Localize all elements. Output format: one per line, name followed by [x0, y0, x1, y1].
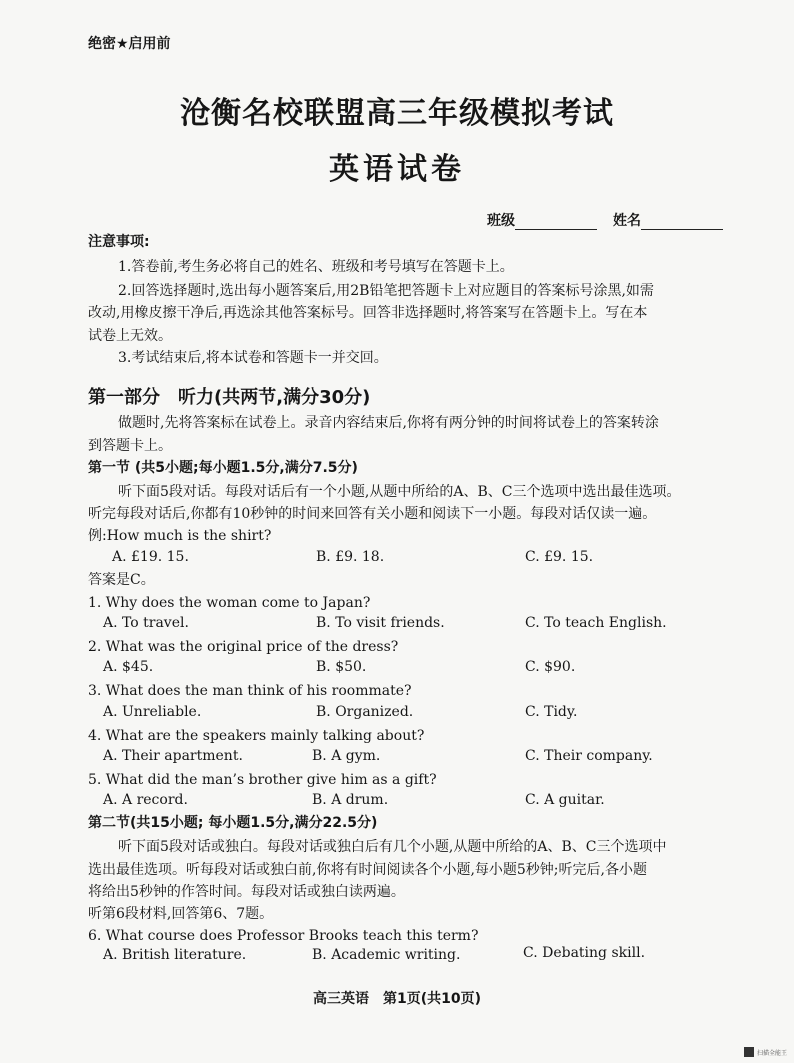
example-option-c: C. £9. 15.	[525, 549, 594, 565]
section2-title: 第二节(共15小题; 每小题1.5分,满分22.5分)	[88, 815, 378, 831]
option-c[interactable]: C. Their company.	[525, 748, 653, 764]
qr-code-icon	[744, 1047, 754, 1057]
name-blank[interactable]	[641, 215, 723, 230]
question-4: 4. What are the speakers mainly talking about?	[88, 728, 425, 744]
option-b[interactable]: B. Academic writing.	[312, 947, 461, 963]
option-a[interactable]: A. Unreliable.	[103, 704, 202, 720]
notice-heading: 注意事项:	[88, 234, 150, 250]
option-b[interactable]: B. Organized.	[316, 704, 414, 720]
scanner-watermark: 扫描全能王	[757, 1050, 788, 1057]
question-1: 1. Why does the woman come to Japan?	[88, 595, 371, 611]
option-a[interactable]: A. $45.	[103, 659, 154, 675]
part1-title: 第一部分 听力(共两节,满分30分)	[88, 387, 371, 408]
option-c[interactable]: C. To teach English.	[525, 615, 667, 631]
section1-title: 第一节 (共5小题;每小题1.5分,满分7.5分)	[88, 460, 358, 476]
part1-intro: 到答题卡上。	[88, 438, 172, 454]
notice-line: 1.答卷前,考生务必将自己的姓名、班级和考号填写在答题卡上。	[118, 259, 514, 275]
notice-line: 试卷上无效。	[88, 328, 172, 344]
part1-intro: 做题时,先将答案标在试卷上。录音内容结束后,你将有两分钟的时间将试卷上的答案转涂	[118, 415, 659, 431]
class-blank[interactable]	[515, 215, 597, 230]
option-a[interactable]: A. Their apartment.	[103, 748, 243, 764]
section2-intro: 将给出5秒钟的作答时间。每段对话或独白读两遍。	[88, 884, 405, 900]
exam-title: 沧衡名校联盟高三年级模拟考试	[180, 96, 614, 131]
example-option-b: B. £9. 18.	[316, 549, 385, 565]
example-option-a: A. £19. 15.	[112, 549, 189, 565]
question-3: 3. What does the man think of his roommate?	[88, 683, 412, 699]
section2-intro: 听下面5段对话或独白。每段对话或独白后有几个小题,从题中所给的A、B、C三个选项中	[118, 839, 667, 855]
option-b[interactable]: B. To visit friends.	[316, 615, 445, 631]
option-c[interactable]: C. A guitar.	[525, 792, 605, 808]
exam-subtitle: 英语试卷	[329, 152, 465, 187]
student-info-fields	[487, 210, 723, 230]
option-c[interactable]: C. $90.	[525, 659, 576, 675]
option-c[interactable]: C. Tidy.	[525, 704, 578, 720]
confidential-mark: 绝密★启用前	[88, 36, 171, 52]
option-b[interactable]: B. A drum.	[312, 792, 389, 808]
example-question: 例:How much is the shirt?	[88, 528, 272, 544]
option-b[interactable]: B. $50.	[316, 659, 367, 675]
notice-line: 改动,用橡皮擦干净后,再选涂其他答案标号。回答非选择题时,将答案写在答题卡上。写在本	[88, 305, 648, 321]
question-6: 6. What course does Professor Brooks teach this term?	[88, 928, 479, 944]
section1-intro: 听下面5段对话。每段对话后有一个小题,从题中所给的A、B、C三个选项中选出最佳选项。	[118, 484, 681, 500]
question-2: 2. What was the original price of the dress?	[88, 639, 399, 655]
option-b[interactable]: B. A gym.	[312, 748, 381, 764]
option-a[interactable]: A. To travel.	[103, 615, 189, 631]
material-instruction: 听第6段材料,回答第6、7题。	[88, 906, 274, 922]
class-label: 班级	[487, 213, 515, 229]
option-a[interactable]: A. A record.	[103, 792, 188, 808]
option-c[interactable]: C. Debating skill.	[523, 945, 646, 961]
page-footer: 高三英语 第1页(共10页)	[312, 991, 482, 1007]
notice-line: 3.考试结束后,将本试卷和答题卡一并交回。	[118, 350, 388, 366]
section2-intro: 选出最佳选项。听每段对话或独白前,你将有时间阅读各个小题,每小题5秒钟;听完后,各小题	[88, 862, 647, 878]
notice-line: 2.回答选择题时,选出每小题答案后,用2B铅笔把答题卡上对应题目的答案标号涂黑,如需	[118, 283, 654, 299]
example-answer: 答案是C。	[88, 572, 155, 588]
section1-intro: 听完每段对话后,你都有10秒钟的时间来回答有关小题和阅读下一小题。每段对话仅读一遍。	[88, 506, 657, 522]
option-a[interactable]: A. British literature.	[103, 947, 247, 963]
question-5: 5. What did the man’s brother give him as a gift?	[88, 772, 437, 788]
name-label: 姓名	[613, 213, 641, 229]
